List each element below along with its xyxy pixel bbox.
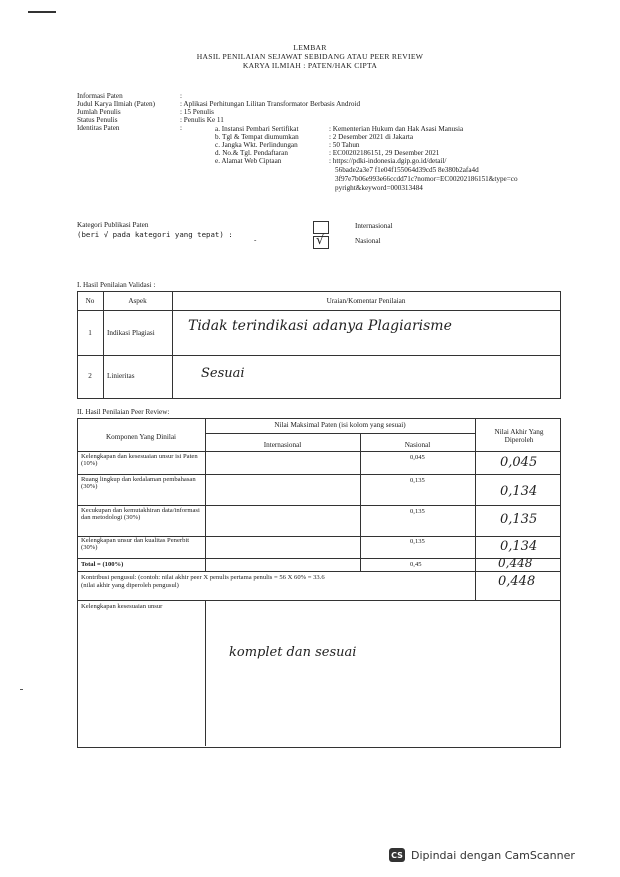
- pr-header-nilai-max: Nilai Maksimal Paten (isi kolom yang sesuai): [274, 421, 406, 429]
- header-line2: HASIL PENILAIAN SEJAWAT SEBIDANG ATAU PEER REVIEW: [196, 52, 424, 61]
- pr-kontribusi-line: [77, 600, 560, 601]
- pr-kontribusi-line2: (nilai akhir yang diperoleh pengusul): [81, 582, 179, 589]
- kategori-label: Kategori Publikasi Paten: [77, 221, 149, 229]
- validasi-row1-komentar: Tidak terindikasi adanya Plagiarisme: [188, 318, 452, 334]
- pr-header-komponen: Komponen Yang Dinilai: [105, 433, 177, 441]
- header-line1: LEMBAR: [293, 43, 327, 52]
- validasi-row1-aspek: Indikasi Plagiasi: [107, 329, 155, 337]
- info-value-1: : Aplikasi Perhitungan Lilitan Transformator Berbasis Android: [180, 100, 361, 108]
- pr-row4-akhir: 0,134: [500, 539, 538, 554]
- info-label-3: Status Penulis: [77, 116, 118, 124]
- camscanner-footer: [389, 844, 609, 866]
- validasi-col1: [103, 291, 104, 398]
- kategori-hint: (beri √ pada kategori yang tepat) :: [77, 230, 233, 239]
- pr-comment-text: komplet dan sesuai: [229, 645, 357, 660]
- pr-header-nasional: Nasional: [404, 441, 431, 449]
- pr-row1-komponen: Kelengkapan dan kesesuaian unsur isi Paten (10%): [81, 453, 198, 468]
- url-line-2: 3f97e7b06e993e66ccdd71c?nomor=EC00202186151&type=co: [335, 175, 518, 183]
- pr-subheader-line: [205, 433, 475, 434]
- validasi-row1-no: 1: [88, 329, 92, 337]
- pr-row2-line: [77, 505, 560, 506]
- sub-value-b: : 2 Desember 2021 di Jakarta: [329, 133, 414, 141]
- option-internasional-label: Internasional: [355, 222, 393, 230]
- pr-col-nasional: [475, 418, 476, 600]
- pr-row4-komponen: Kelengkapan unsur dan kualitas Penerbit (30%): [81, 537, 190, 552]
- kategori-dash: -: [254, 236, 257, 244]
- info-value-0: :: [180, 92, 182, 100]
- pr-col-internasional: [360, 433, 361, 571]
- pr-row4-nasional: 0,135: [410, 538, 425, 545]
- validasi-header-uraian: Uraian/Komentar Penilaian: [326, 297, 406, 305]
- identitas-sub-values: [329, 125, 559, 192]
- pr-row1-akhir: 0,045: [500, 455, 538, 470]
- sub-value-a: : Kementerian Hukum dan Hak Asasi Manusia: [329, 125, 464, 133]
- validasi-table: [77, 291, 561, 399]
- pr-row4-line: [77, 558, 560, 559]
- pr-comment-label: Kelengkapan kesesuaian unsur: [81, 603, 163, 610]
- pr-row1-line: [77, 474, 560, 475]
- sub-value-e: : https://pdki-indonesia.dgip.go.id/detail/: [329, 157, 447, 165]
- sub-label-e: e. Alamat Web Ciptaan: [215, 157, 282, 165]
- validasi-row2-komentar: Sesuai: [201, 366, 245, 381]
- sub-value-c: : 50 Tahun: [329, 141, 360, 149]
- pr-row2-nasional: 0,135: [410, 477, 425, 484]
- pr-row2-akhir: 0,134: [500, 484, 538, 499]
- sub-label-a: a. Instansi Pembari Sertifikat: [215, 125, 299, 133]
- pr-row2-komponen: Ruang lingkup dan kedalaman pembahasan (30%): [81, 476, 196, 491]
- checkbox-nasional[interactable]: [313, 233, 329, 249]
- pr-kontribusi-akhir: 0,448: [498, 574, 536, 589]
- stray-dot: [20, 689, 23, 690]
- url-line-3: pyright&keyword=000313484: [335, 184, 423, 192]
- sub-label-d: d. No.& Tgl. Pendaftaran: [215, 149, 288, 157]
- pr-kontribusi-line1: Kontribusi pengusul: (contoh: nilai akhir peer X penulis pertama penulis = 56 X 60% = 33.6: [81, 574, 325, 581]
- validasi-col2: [172, 291, 173, 398]
- info-value-4: :: [180, 124, 182, 132]
- identitas-sub-labels: [215, 125, 335, 165]
- scan-mark: [28, 11, 56, 13]
- camscanner-text: Dipindai dengan CamScanner: [411, 848, 575, 862]
- validasi-row-line: [77, 355, 560, 356]
- sub-label-c: c. Jangka Wkt. Perlindungan: [215, 141, 298, 149]
- pr-total-label: Total = (100%): [81, 561, 124, 568]
- camscanner-logo-icon: CS: [389, 848, 405, 862]
- validasi-header-line: [77, 310, 560, 311]
- info-label-2: Jumlah Penulis: [77, 108, 121, 116]
- pr-total-akhir: 0,448: [498, 556, 533, 570]
- pr-header-internasional: Internasional: [263, 441, 302, 449]
- pr-header-akhir: Nilai Akhir Yang Diperoleh: [494, 428, 544, 444]
- pr-total-line: [77, 571, 560, 572]
- pr-row3-nasional: 0,135: [410, 508, 425, 515]
- sub-label-b: b. Tgl & Tempat diumumkan: [215, 133, 299, 141]
- header-line3: KARYA ILMIAH : PATEN/HAK CIPTA: [242, 61, 378, 70]
- pr-comment-col: [205, 600, 206, 746]
- section1-title: I. Hasil Penilaian Validasi :: [77, 281, 156, 289]
- validasi-header-no: No: [85, 297, 95, 305]
- validasi-row2-aspek: Linieritas: [107, 372, 135, 380]
- info-value-2: : 15 Penulis: [180, 108, 214, 116]
- sub-value-d: : EC00202186151, 29 Desember 2021: [329, 149, 440, 157]
- validasi-header-aspek: Aspek: [128, 297, 147, 305]
- info-label-4: Identitas Paten: [77, 124, 120, 132]
- check-mark-icon: √: [316, 233, 325, 248]
- pr-row3-komponen: Kecukupan dan kemutakhiran data/informasi dan metodologi (30%): [81, 507, 200, 522]
- pr-header-line: [77, 451, 560, 452]
- validasi-row2-no: 2: [88, 372, 92, 380]
- pr-total-nasional: 0,45: [410, 561, 422, 568]
- pr-row3-akhir: 0,135: [500, 512, 538, 527]
- info-value-3: : Penulis Ke 11: [180, 116, 224, 124]
- info-label-1: Judul Karya Ilmiah (Paten): [77, 100, 156, 108]
- pr-row1-nasional: 0,045: [410, 454, 425, 461]
- section2-title: II. Hasil Penilaian Peer Review:: [77, 408, 170, 416]
- option-nasional-label: Nasional: [355, 237, 381, 245]
- info-label-0: Informasi Paten: [77, 92, 123, 100]
- info-labels: [77, 92, 187, 132]
- url-line-1: 56bade2a3e7 f1e04f155064d39cd5 8e380b2afa4d: [335, 166, 479, 174]
